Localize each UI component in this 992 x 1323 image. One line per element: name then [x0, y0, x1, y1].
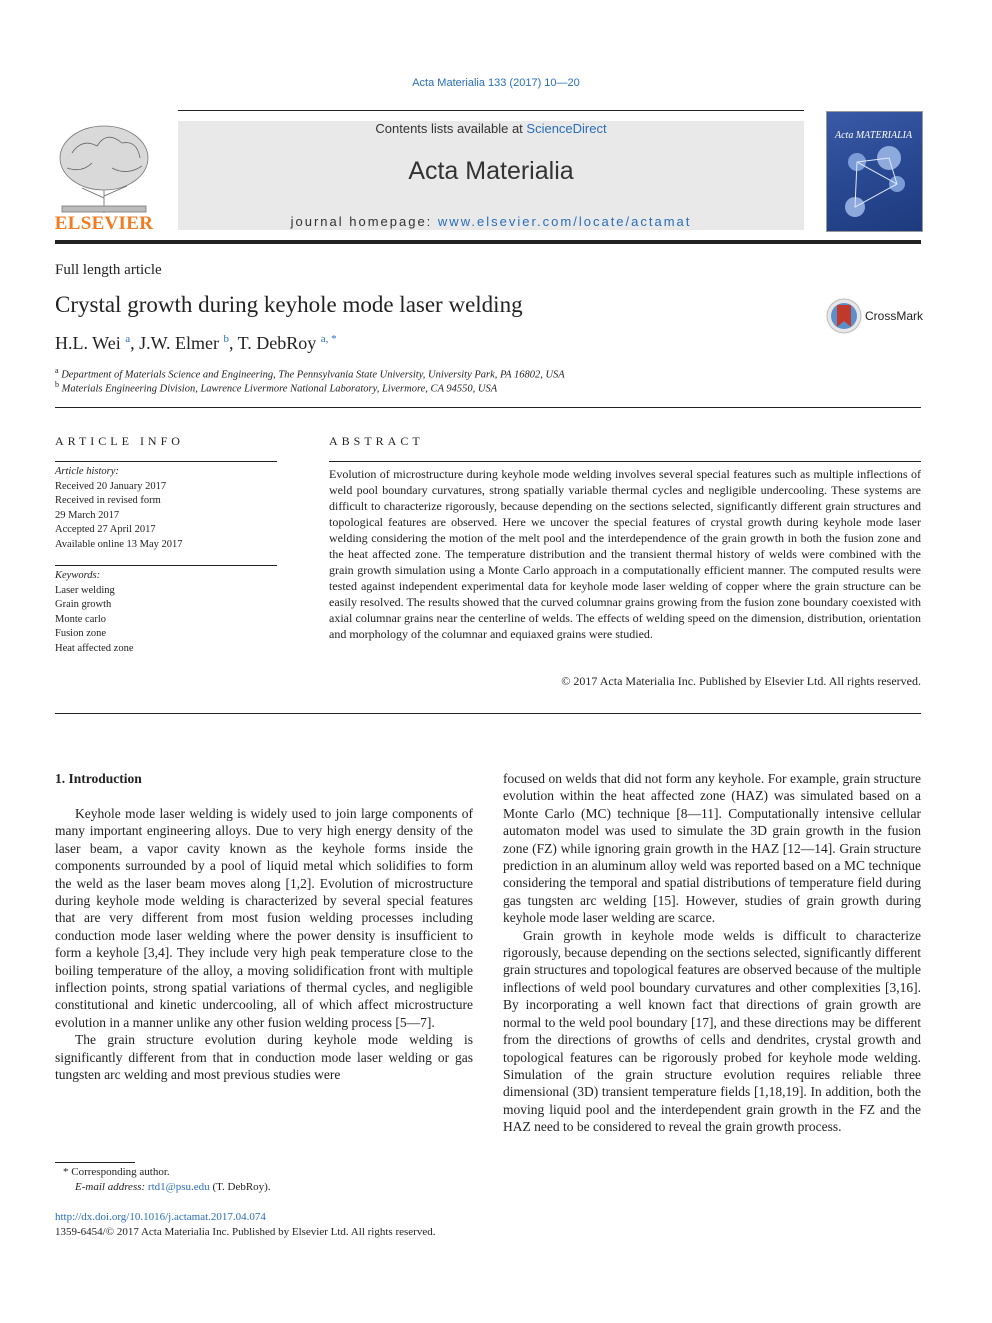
- contents-prefix: Contents lists available at: [375, 121, 527, 136]
- contents-line: [178, 121, 804, 136]
- body-right-column: [503, 770, 921, 1136]
- elsevier-logo-text: ELSEVIER: [54, 213, 154, 234]
- article-title: Crystal growth during keyhole mode laser welding: [55, 292, 523, 317]
- keywords-label: Keywords:: [55, 570, 101, 581]
- author-affil-sup[interactable]: a: [125, 333, 131, 345]
- email-label: E-mail address:: [75, 1181, 148, 1193]
- email-link[interactable]: rtd1@psu.edu: [147, 1181, 210, 1193]
- homepage-line: [178, 214, 804, 229]
- history-label: Article history:: [55, 466, 119, 477]
- doi-link[interactable]: http://dx.doi.org/10.1016/j.actamat.2017.04.074: [55, 1211, 266, 1223]
- article-info-rule: [55, 461, 277, 462]
- affiliation-a: [55, 366, 565, 381]
- abstract-bottom-rule: [55, 713, 921, 714]
- keyword-item: Monte carlo: [55, 613, 107, 625]
- history-item: 29 March 2017: [55, 509, 120, 521]
- journal-reference[interactable]: Acta Materialia 133 (2017) 10—20: [412, 77, 580, 89]
- affiliation-text: Department of Materials Science and Engineering, The Pennsylvania State University, University Park, PA 16802, USA: [61, 369, 565, 381]
- author-list: H.L. Wei $^a$, J.W. Elmer $^b$, T. DebRoy $^{a, *}$: [55, 333, 337, 353]
- sciencedirect-link[interactable]: ScienceDirect: [526, 121, 607, 136]
- author-name[interactable]: T. DebRoy: [237, 333, 317, 353]
- paragraph: The grain structure evolution during keyhole mode welding is significantly different from that in conduction mode laser welding or gas tungsten arc welding and most previous studies were: [55, 1032, 473, 1083]
- keyword-item: Laser welding: [55, 584, 115, 596]
- author-name[interactable]: J.W. Elmer: [139, 333, 219, 353]
- footnote-rule: [55, 1162, 135, 1163]
- affiliation-sup: b: [55, 380, 59, 389]
- article-history: [55, 465, 277, 552]
- corresponding-author-note: * Corresponding author.: [63, 1166, 170, 1178]
- abstract-text: Evolution of microstructure during keyhole mode welding involves several special features such as multiple inflections of weld pool boundary curvatures, strong spatially variable thermal cycles and negligible undercooling. These systems are difficult to characterize rigorously, because depending on the sections selected, significantly different grain structures and topological features are observed. Here we uncover the special features of crystal growth during keyhole mode laser welding considering the motion of the melt pool and the interdependence of the grain growth in both the fusion zone and the heat affected zone. The temperature distribution and the transient thermal history of welds were combined with the grain growth simulation using a Monte Carlo approach in a computationally efficient manner. The computed results were tested against independent experimental data for keyhole mode laser welding of copper where the grain structure can be easily resolved. The results showed that the curved columnar grains growing from the fusion zone boundary coexisted with axial columnar grains near the centerline of welds. The effects of welding speed on the dimension, distribution, orientation and morphology of the columnar and equiaxed grains were studied.: [329, 467, 921, 641]
- abstract-copyright: © 2017 Acta Materialia Inc. Published by Elsevier Ltd. All rights reserved.: [561, 674, 921, 688]
- body-left-column: [55, 805, 473, 1084]
- history-item: Available online 13 May 2017: [55, 538, 183, 550]
- cover-title: Acta MATERIALIA: [835, 130, 913, 141]
- email-note: [75, 1181, 271, 1193]
- article-info-heading: ARTICLE INFO: [55, 434, 184, 448]
- history-item: Received 20 January 2017: [55, 480, 167, 492]
- crossmark-icon: [825, 297, 863, 335]
- issn-line: 1359-6454/© 2017 Acta Materialia Inc. Published by Elsevier Ltd. All rights reserved.: [55, 1226, 436, 1238]
- history-item: Received in revised form: [55, 495, 161, 506]
- cover-graphic-icon: [827, 112, 922, 231]
- journal-cover-image[interactable]: [826, 111, 923, 232]
- section-heading: 1. Introduction: [55, 771, 142, 786]
- header-thick-rule: [55, 240, 921, 244]
- keywords-rule: [55, 565, 277, 566]
- email-suffix: (T. DebRoy).: [209, 1181, 271, 1193]
- crossmark-label: CrossMark: [865, 309, 924, 323]
- affiliation-sup: a: [55, 366, 59, 375]
- journal-title[interactable]: Acta Materialia: [408, 157, 574, 185]
- paragraph: Grain growth in keyhole mode welds is difficult to characterize rigorously, because depending on the sections selected, significantly different grain structures and topological features are observed because of the multiple inflections of weld pool boundary curvatures and other complexities [3,16]. By incorporating a well known fact that directions of grain growth are normal to the weld pool boundary [17], and these directions may be different from the directions of growths of cells and dendrites, crystal growth and topological features can be rigorously probed for keyhole mode welding. Simulation of the grain structure evolution requires reliable three dimensional (3D) transient temperature fields [1,18,19]. In addition, both the moving liquid pool and the interdependent grain growth in the FZ and the HAZ need to be considered to reveal the grain growth process.: [503, 927, 921, 1135]
- author-name[interactable]: H.L. Wei: [55, 333, 121, 353]
- keyword-item: Grain growth: [55, 599, 112, 610]
- abstract-heading: ABSTRACT: [329, 434, 424, 448]
- affiliation-b: [55, 380, 497, 395]
- paragraph: Keyhole mode laser welding is widely used to join large components of many important engineering alloys. Due to very high energy density of the laser beam, a vapor cavity known as the keyhole forms inside the components surrounded by a pool of liquid metal which solidifies to form the weld as the laser beam moves along [1,2]. Evolution of microstructure during keyhole mode welding is characterized by several special features that are very different from most fusion welding processes including conduction mode laser welding where the power density is insufficient to form a keyhole [3,4]. They include very high peak temperature close to the boiling temperature of the alloy, a moving solidification front with multiple inflection points, strong spatial variations of thermal cycles, and negligible constitutional and kinetic undercooling, all of which affect microstructure evolution in a manner unlike any other fusion welding process [5—7].: [55, 806, 473, 1030]
- keyword-item: Heat affected zone: [55, 642, 134, 654]
- homepage-prefix: journal homepage:: [290, 214, 438, 229]
- article-type: Full length article: [55, 262, 162, 278]
- keyword-item: Fusion zone: [55, 628, 107, 639]
- crossmark-badge[interactable]: [825, 297, 925, 333]
- keywords: [55, 569, 277, 656]
- paragraph: focused on welds that did not form any keyhole. For example, grain structure evolution within the heat affected zone (HAZ) was simulated based on a Monte Carlo (MC) technique [8—11]. Computationally intensive cellular automaton model was used to simulate the 3D grain growth in the fusion zone (FZ) while ignoring grain growth in the HAZ [12—14]. Grain structure prediction in an aluminum alloy weld was reported based on a MC technique considering the temporal and spatial distributions of temperature field during gas tungsten arc welding [15]. However, studies of grain growth during keyhole mode laser welding are scarce.: [503, 771, 921, 926]
- author-affil-sup[interactable]: a, *: [320, 333, 337, 345]
- author-affil-sup[interactable]: b: [223, 333, 229, 345]
- affiliation-rule: [55, 407, 921, 408]
- abstract-rule: [329, 461, 921, 462]
- history-item: Accepted 27 April 2017: [55, 524, 156, 535]
- affiliation-text: Materials Engineering Division, Lawrence Livermore National Laboratory, Livermore, CA 94550, USA: [61, 383, 498, 395]
- homepage-link[interactable]: www.elsevier.com/locate/actamat: [437, 214, 692, 229]
- header-top-rule: [178, 110, 804, 111]
